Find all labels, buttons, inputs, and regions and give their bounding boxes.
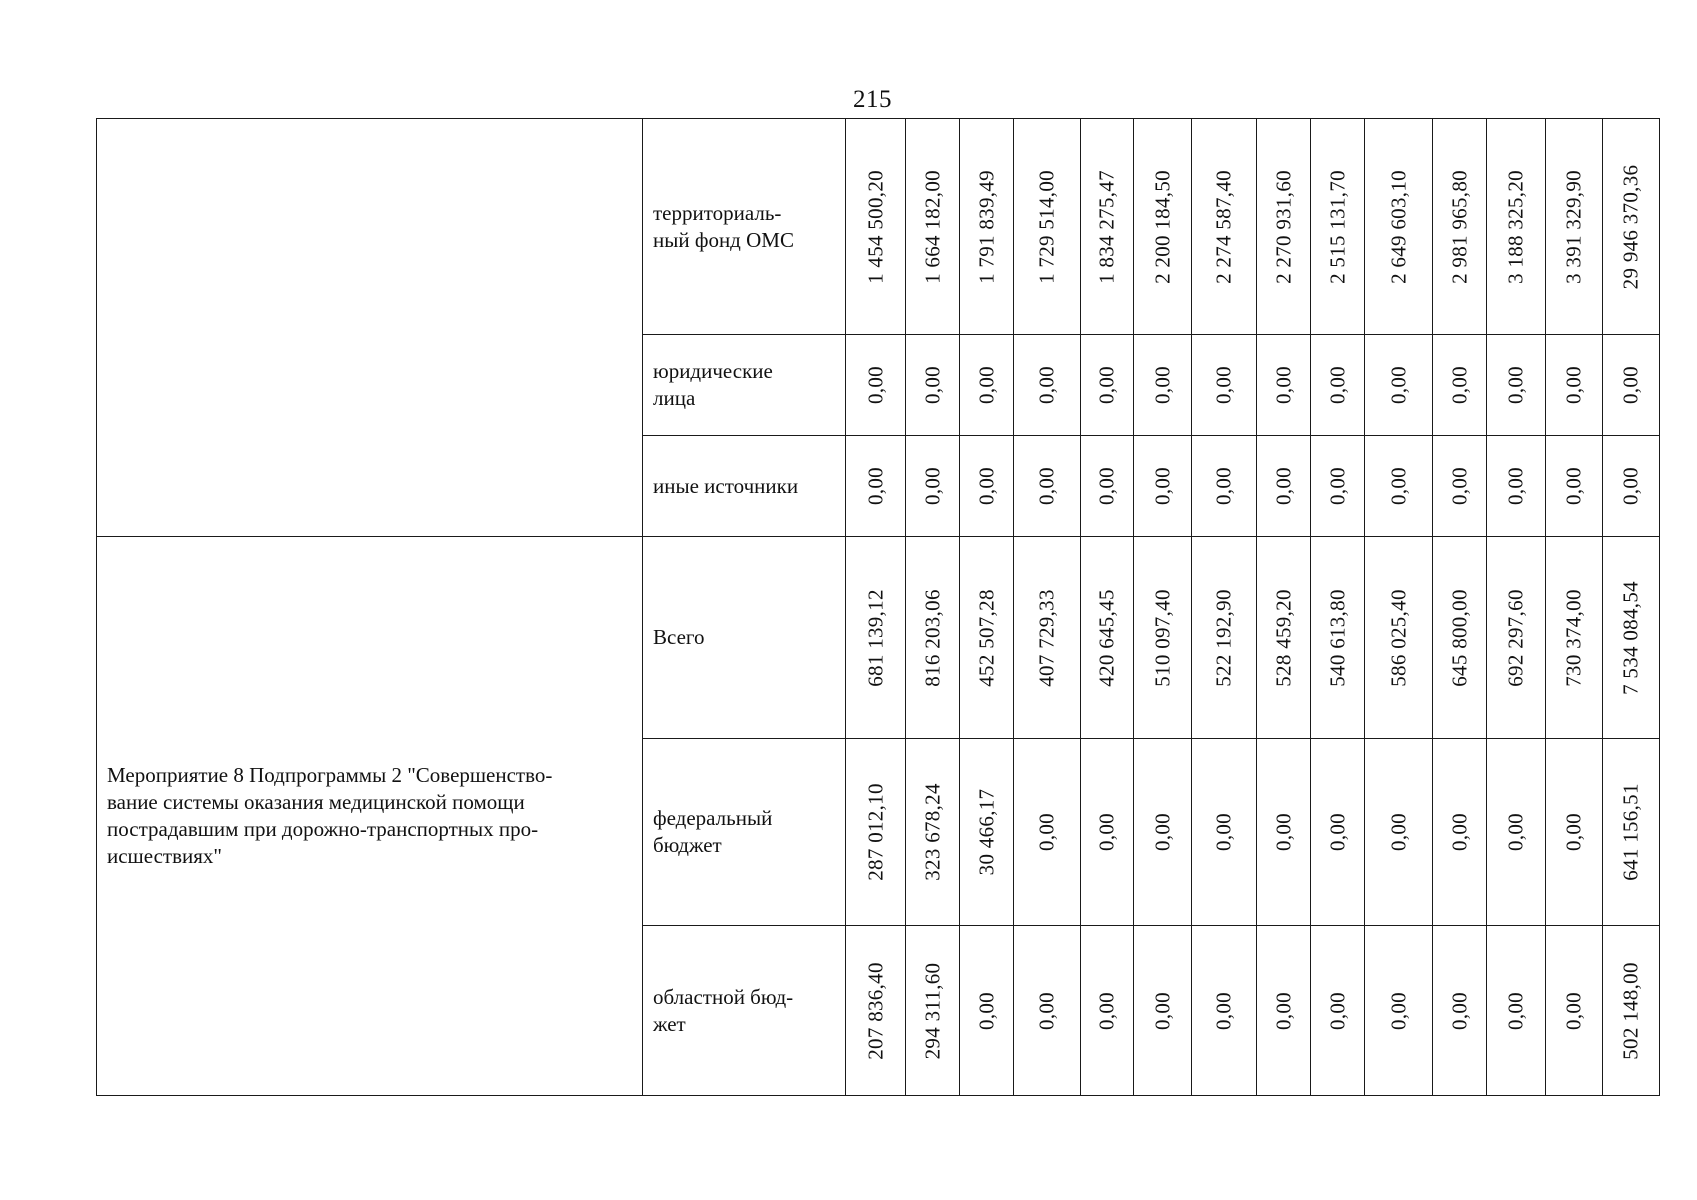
amount-cell [1134, 739, 1192, 926]
funding-source-cell: иные источники [643, 436, 846, 537]
funding-table [96, 118, 1660, 1096]
funding-source-cell: областной бюд- жет [643, 926, 846, 1096]
amount-value: 0,00 [1503, 366, 1528, 404]
amount-cell [1487, 335, 1546, 436]
amount-value: 540 613,80 [1325, 588, 1349, 687]
amount-cell [1365, 436, 1433, 537]
amount-cell [1014, 436, 1081, 537]
amount-cell [1192, 926, 1257, 1096]
amount-value: 0,00 [1503, 813, 1528, 851]
amount-value: 287 012,10 [863, 783, 887, 881]
amount-value: 0,00 [1325, 366, 1349, 404]
amount-cell [1433, 739, 1487, 926]
amount-cell [906, 436, 960, 537]
amount-value: 730 374,00 [1561, 588, 1586, 687]
amount-cell [1014, 739, 1081, 926]
amount-value: 3 391 329,90 [1561, 169, 1586, 284]
amount-value: 1 664 182,00 [920, 169, 944, 284]
amount-cell [1192, 739, 1257, 926]
amount-cell [1365, 537, 1433, 739]
amount-value: 645 800,00 [1447, 588, 1471, 687]
amount-value: 0,00 [920, 366, 944, 404]
amount-cell [1433, 119, 1487, 335]
amount-cell [1487, 119, 1546, 335]
funding-source-cell: федеральный бюджет [643, 739, 846, 926]
amount-cell [906, 537, 960, 739]
amount-cell [1081, 739, 1134, 926]
amount-cell [960, 436, 1014, 537]
amount-cell [960, 537, 1014, 739]
amount-cell [1134, 537, 1192, 739]
amount-cell [1257, 119, 1311, 335]
amount-value: 0,00 [974, 467, 998, 505]
amount-cell [1081, 119, 1134, 335]
event-name-cell: Мероприятие 8 Подпрограммы 2 "Совершенство- вание системы оказания медицинской помощи пострадавшим при дорожно-транспортных про- исшествиях" [97, 537, 643, 1096]
amount-cell [1257, 739, 1311, 926]
amount-cell [846, 739, 906, 926]
amount-cell [846, 335, 906, 436]
amount-value: 2 200 184,50 [1150, 169, 1174, 284]
amount-value: 1 454 500,20 [863, 169, 887, 284]
amount-value: 0,00 [1211, 366, 1236, 404]
amount-cell [1257, 335, 1311, 436]
amount-cell [1257, 926, 1311, 1096]
amount-cell [1311, 436, 1365, 537]
amount-cell [1134, 119, 1192, 335]
amount-value: 0,00 [1150, 991, 1174, 1030]
amount-value: 0,00 [1271, 813, 1295, 851]
amount-value: 0,00 [1094, 366, 1119, 404]
amount-cell [1546, 335, 1603, 436]
amount-cell [1603, 926, 1660, 1096]
amount-value: 0,00 [1561, 991, 1586, 1030]
amount-value: 0,00 [1271, 467, 1295, 505]
amount-value: 0,00 [1386, 366, 1410, 404]
amount-value: 681 139,12 [863, 588, 887, 687]
amount-value: 0,00 [1618, 366, 1643, 404]
amount-cell [1546, 436, 1603, 537]
amount-value: 502 148,00 [1618, 961, 1643, 1060]
amount-cell [1014, 119, 1081, 335]
amount-value: 0,00 [1034, 467, 1059, 505]
amount-value: 0,00 [1561, 467, 1586, 505]
amount-value: 0,00 [1211, 991, 1236, 1030]
table-row [97, 537, 1660, 739]
amount-cell [906, 926, 960, 1096]
amount-cell [1546, 537, 1603, 739]
amount-value: 2 981 965,80 [1447, 169, 1471, 284]
amount-value: 0,00 [1150, 467, 1174, 505]
amount-value: 0,00 [1034, 813, 1059, 851]
amount-cell [1546, 119, 1603, 335]
amount-value: 0,00 [863, 467, 887, 505]
amount-cell [1311, 537, 1365, 739]
amount-cell [846, 926, 906, 1096]
amount-value: 294 311,60 [920, 962, 944, 1059]
amount-value: 207 836,40 [863, 961, 887, 1060]
amount-cell [906, 119, 960, 335]
amount-cell [1257, 436, 1311, 537]
amount-value: 0,00 [1094, 813, 1119, 851]
amount-cell [1257, 537, 1311, 739]
amount-cell [1311, 335, 1365, 436]
amount-cell [1192, 537, 1257, 739]
amount-cell [1487, 436, 1546, 537]
amount-value: 452 507,28 [974, 588, 998, 687]
amount-cell [960, 335, 1014, 436]
amount-cell [1433, 335, 1487, 436]
amount-cell [1134, 926, 1192, 1096]
amount-cell [1192, 335, 1257, 436]
page-number: 215 [853, 86, 892, 113]
amount-value: 0,00 [1325, 991, 1349, 1030]
amount-value: 522 192,90 [1211, 588, 1236, 687]
amount-value: 0,00 [1034, 366, 1059, 404]
amount-value: 0,00 [863, 366, 887, 404]
amount-cell [1433, 537, 1487, 739]
amount-value: 2 270 931,60 [1271, 169, 1295, 284]
amount-value: 7 534 084,54 [1618, 580, 1643, 695]
amount-value: 0,00 [1094, 991, 1119, 1030]
amount-cell [960, 119, 1014, 335]
amount-cell [1311, 926, 1365, 1096]
amount-cell [846, 119, 906, 335]
amount-cell [1365, 119, 1433, 335]
amount-value: 0,00 [974, 991, 998, 1030]
amount-value: 0,00 [920, 467, 944, 505]
amount-cell [846, 436, 906, 537]
amount-value: 0,00 [1561, 813, 1586, 851]
amount-value: 0,00 [1618, 467, 1643, 505]
amount-value: 0,00 [1325, 467, 1349, 505]
amount-value: 0,00 [1503, 991, 1528, 1030]
amount-value: 0,00 [974, 366, 998, 404]
amount-value: 0,00 [1150, 366, 1174, 404]
amount-cell [906, 335, 960, 436]
amount-cell [906, 739, 960, 926]
amount-cell [1014, 926, 1081, 1096]
amount-value: 2 649 603,10 [1386, 169, 1410, 284]
amount-value: 0,00 [1447, 991, 1471, 1030]
amount-cell [1603, 436, 1660, 537]
amount-cell [1433, 926, 1487, 1096]
amount-cell [1487, 739, 1546, 926]
amount-value: 0,00 [1447, 813, 1471, 851]
amount-cell [1192, 119, 1257, 335]
amount-cell [960, 926, 1014, 1096]
amount-cell [1603, 537, 1660, 739]
amount-cell [1134, 436, 1192, 537]
amount-value: 420 645,45 [1094, 588, 1119, 687]
amount-cell [1603, 335, 1660, 436]
amount-cell [1311, 119, 1365, 335]
amount-cell [960, 739, 1014, 926]
amount-cell [1134, 335, 1192, 436]
table-row [97, 119, 1660, 335]
amount-value: 692 297,60 [1503, 588, 1528, 687]
amount-value: 1 729 514,00 [1034, 169, 1059, 284]
amount-value: 510 097,40 [1150, 588, 1174, 687]
amount-value: 0,00 [1386, 813, 1410, 851]
funding-source-cell: юридические лица [643, 335, 846, 436]
amount-value: 0,00 [1447, 467, 1471, 505]
amount-cell [1546, 926, 1603, 1096]
amount-value: 0,00 [1386, 991, 1410, 1030]
amount-value: 816 203,06 [920, 588, 944, 687]
amount-value: 29 946 370,36 [1618, 164, 1643, 289]
amount-value: 0,00 [1503, 467, 1528, 505]
amount-value: 2 515 131,70 [1325, 169, 1349, 284]
amount-value: 3 188 325,20 [1503, 169, 1528, 284]
amount-cell [1081, 436, 1134, 537]
amount-value: 407 729,33 [1034, 588, 1059, 687]
amount-value: 2 274 587,40 [1211, 169, 1236, 284]
amount-cell [1365, 926, 1433, 1096]
amount-value: 0,00 [1150, 813, 1174, 851]
amount-value: 0,00 [1271, 366, 1295, 404]
amount-value: 0,00 [1034, 991, 1059, 1030]
amount-cell [1546, 739, 1603, 926]
amount-cell [846, 537, 906, 739]
amount-cell [1014, 537, 1081, 739]
amount-value: 1 834 275,47 [1094, 169, 1119, 284]
funding-source-cell: территориаль- ный фонд ОМС [643, 119, 846, 335]
amount-value: 0,00 [1325, 813, 1349, 851]
amount-cell [1603, 739, 1660, 926]
amount-cell [1365, 739, 1433, 926]
amount-value: 323 678,24 [920, 783, 944, 881]
amount-cell [1487, 926, 1546, 1096]
amount-cell [1365, 335, 1433, 436]
amount-cell [1603, 119, 1660, 335]
amount-cell [1081, 537, 1134, 739]
amount-cell [1311, 739, 1365, 926]
amount-value: 0,00 [1271, 991, 1295, 1030]
amount-value: 0,00 [1561, 366, 1586, 404]
amount-value: 0,00 [1447, 366, 1471, 404]
amount-cell [1192, 436, 1257, 537]
amount-value: 0,00 [1211, 813, 1236, 851]
amount-value: 641 156,51 [1618, 783, 1643, 881]
amount-cell [1081, 335, 1134, 436]
amount-value: 30 466,17 [974, 788, 998, 876]
amount-cell [1014, 335, 1081, 436]
amount-value: 586 025,40 [1386, 588, 1410, 687]
amount-cell [1487, 537, 1546, 739]
amount-value: 0,00 [1094, 467, 1119, 505]
event-name-cell [97, 119, 643, 537]
amount-cell [1433, 436, 1487, 537]
amount-value: 1 791 839,49 [974, 169, 998, 284]
amount-value: 0,00 [1211, 467, 1236, 505]
amount-value: 528 459,20 [1271, 588, 1295, 687]
amount-value: 0,00 [1386, 467, 1410, 505]
funding-source-cell: Всего [643, 537, 846, 739]
amount-cell [1081, 926, 1134, 1096]
